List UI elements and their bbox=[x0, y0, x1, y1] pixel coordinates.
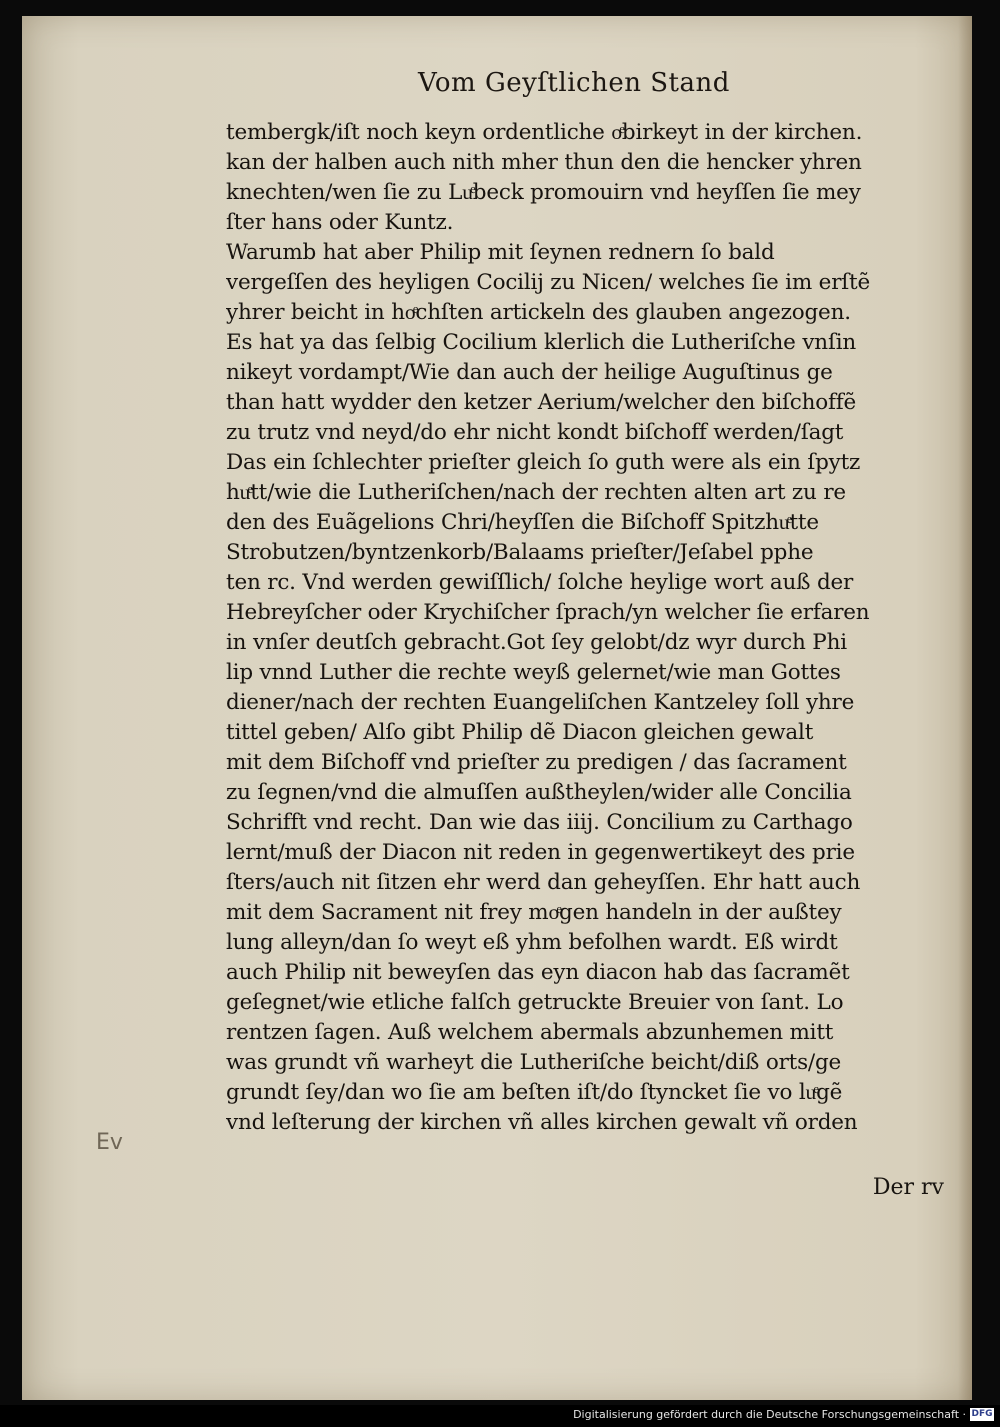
funding-credit: Digitalisierung gefördert durch die Deutsche Forschungsgemeinschaft · bbox=[573, 1408, 966, 1421]
text-line: was grundt vñ warheyt die Lutheriſche beicht/diß orts/ge bbox=[226, 1050, 842, 1075]
text-line: yhrer beicht in hoͤchſten artickeln des glauben angezogen. bbox=[226, 300, 851, 325]
catchword: Der rv bbox=[872, 1175, 944, 1200]
text-line: zu trutz vnd neyd/do ehr nicht kondt biſchoff werden/ſagt bbox=[226, 420, 844, 445]
text-line: mit dem Sacrament nit frey moͤgen handeln in der außtey bbox=[226, 900, 842, 925]
dfg-logo: DFG bbox=[971, 1409, 993, 1419]
text-line: lip vnnd Luther die rechte weyß gelernet/wie man Gottes bbox=[226, 660, 841, 685]
text-line: Es hat ya das ſelbig Cocilium klerlich die Lutheriſche vnſin bbox=[226, 330, 857, 355]
text-line: geſegnet/wie etliche falſch getruckte Breuier von ſant. Lo bbox=[226, 990, 844, 1015]
text-line: nikeyt vordampt/Wie dan auch der heilige Auguſtinus ge bbox=[226, 360, 833, 385]
text-line: Schrifft vnd recht. Dan wie das iiij. Concilium zu Carthago bbox=[226, 810, 853, 835]
text-line: lung alleyn/dan ſo weyt eß yhm befolhen wardt. Eß wirdt bbox=[226, 930, 838, 955]
text-line: ſters/auch nit ſitzen ehr werd dan geheyſſen. Ehr hatt auch bbox=[226, 870, 861, 895]
text-line: in vnſer deutſch gebracht.Got ſey gelobt/dz wyr durch Phi bbox=[226, 630, 847, 655]
text-line: kan der halben auch nith mher thun den die hencker yhren bbox=[226, 150, 862, 175]
text-line: Warumb hat aber Philip mit ſeynen rednern ſo bald bbox=[226, 240, 775, 265]
text-line: rentzen ſagen. Auß welchem abermals abzunhemen mitt bbox=[226, 1020, 834, 1045]
page-edge-shadow bbox=[958, 16, 972, 1400]
text-line: ten rc. Vnd werden gewiſſlich/ ſolche heylige wort auß der bbox=[226, 570, 854, 595]
running-head: Vom Geyſtlichen Stand bbox=[418, 68, 730, 98]
text-line: ſter hans oder Kuntz. bbox=[226, 210, 454, 235]
text-line: tittel geben/ Alſo gibt Philip dẽ Diacon gleichen gewalt bbox=[226, 720, 814, 745]
text-line: knechten/wen ſie zu Luͤbeck promouirn vnd heyſſen ſie mey bbox=[226, 180, 861, 205]
text-line: mit dem Biſchoff vnd prieſter zu predigen / das ſacrament bbox=[226, 750, 847, 775]
text-line: Das ein ſchlechter prieſter gleich ſo guth were als ein ſpytz bbox=[226, 450, 861, 475]
text-line: vergeſſen des heyligen Cocilij zu Nicen/ welches ſie im erſtẽ bbox=[226, 270, 870, 295]
margin-mark: Ev bbox=[96, 1130, 123, 1155]
text-line: tembergk/iſt noch keyn ordentliche oͤbirkeyt in der kirchen. bbox=[226, 120, 863, 145]
text-line: Strobutzen/byntzenkorb/Balaams prieſter/Jeſabel pphe bbox=[226, 540, 814, 565]
text-line: diener/nach der rechten Euangeliſchen Kantzeley ſoll yhre bbox=[226, 690, 855, 715]
body-text bbox=[226, 118, 926, 1138]
text-line: den des Euãgelions Chri/heyſſen die Biſchoff Spitzhuͤtte bbox=[226, 510, 819, 535]
text-line: auch Philip nit beweyſen das eyn diacon hab das ſacramẽt bbox=[226, 960, 850, 985]
text-line: huͤtt/wie die Lutheriſchen/nach der rechten alten art zu re bbox=[226, 480, 846, 505]
text-line: than hatt wydder den ketzer Aerium/welcher den biſchoffẽ bbox=[226, 390, 857, 415]
text-line: grundt ſey/dan wo ſie am beſten iſt/do ſtyncket ſie vo luͤgẽ bbox=[226, 1080, 843, 1105]
text-line: zu ſegnen/vnd die almuſſen außtheylen/wider alle Concilia bbox=[226, 780, 852, 805]
text-line: Hebreyſcher oder Krychiſcher ſprach/yn welcher ſie erfaren bbox=[226, 600, 870, 625]
text-line: lernt/muß der Diacon nit reden in gegenwertikeyt des prie bbox=[226, 840, 855, 865]
text-line: vnd leſterung der kirchen vñ alles kirchen gewalt vñ orden bbox=[226, 1110, 858, 1135]
